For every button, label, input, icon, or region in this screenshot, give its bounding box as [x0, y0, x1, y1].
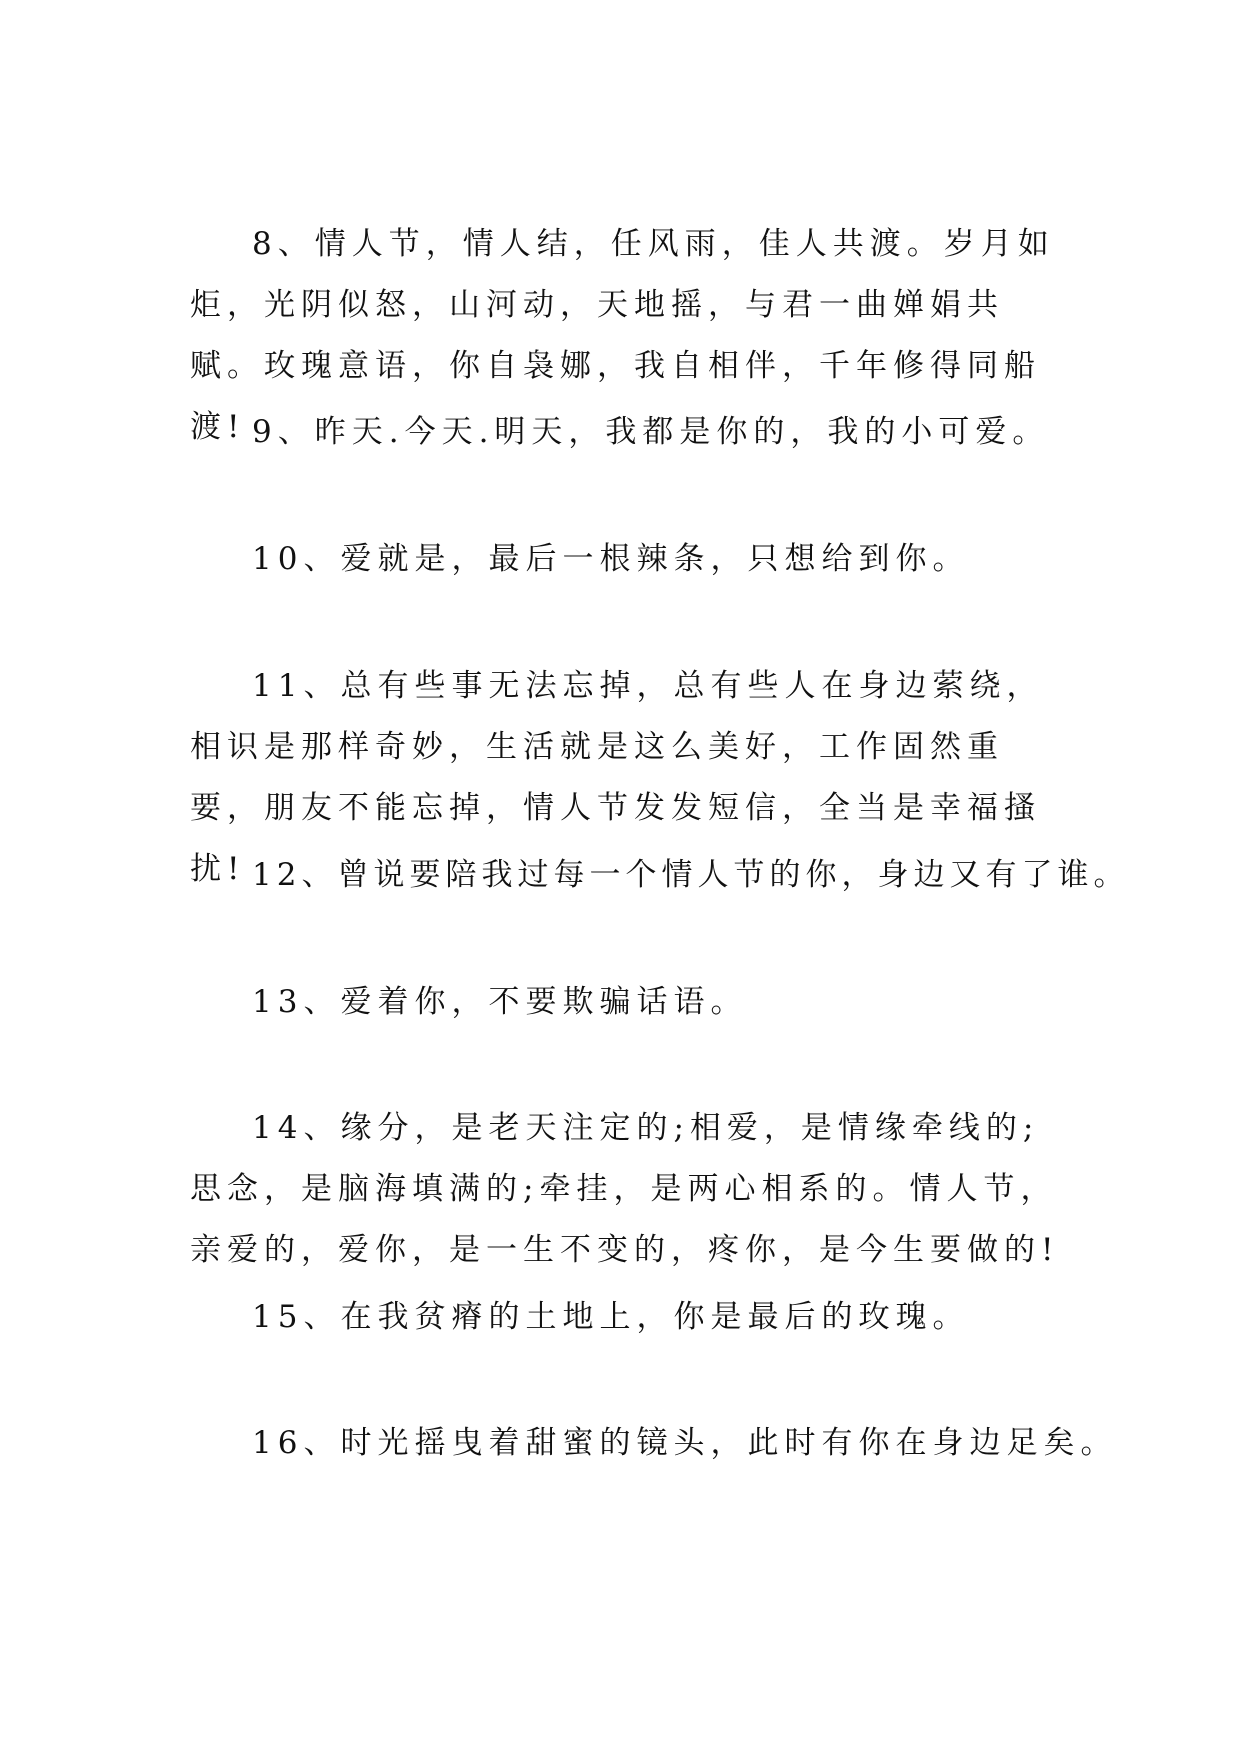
- paragraph-15: 15、在我贫瘠的土地上，你是最后的玫瑰。: [252, 1299, 970, 1335]
- paragraph-9: 9、昨天.今天.明天，我都是你的，我的小可爱。: [252, 414, 1050, 450]
- paragraph-14: 14、缘分，是老天注定的;相爱，是情缘牵线的;思念，是脑海填满的;牵挂，是两心相系的。情人节，亲爱的，爱你，是一生不变的，疼你，是今生要做的!: [190, 1110, 1060, 1268]
- paragraph-13: 13、爱着你，不要欺骗话语。: [252, 984, 748, 1020]
- paragraph-12: 12、曾说要陪我过每一个情人节的你，身边又有了谁。: [252, 857, 1130, 893]
- paragraph-11: 11、总有些事无法忘掉，总有些人在身边萦绕，相识是那样奇妙，生活就是这么美好，工作固然重要，朋友不能忘掉，情人节发发短信，全当是幸福搔扰!: [190, 668, 1044, 887]
- paragraph-16: 16、时光摇曳着甜蜜的镜头，此时有你在身边足矣。: [252, 1425, 1118, 1461]
- paragraph-10: 10、爱就是，最后一根辣条，只想给到你。: [252, 541, 970, 577]
- paragraph-8: 8、情人节，情人结，任风雨，佳人共渡。岁月如炬，光阴似怒，山河动，天地摇，与君一曲婵娟共赋。玫瑰意语，你自袅娜，我自相伴，千年修得同船渡!: [190, 226, 1055, 445]
